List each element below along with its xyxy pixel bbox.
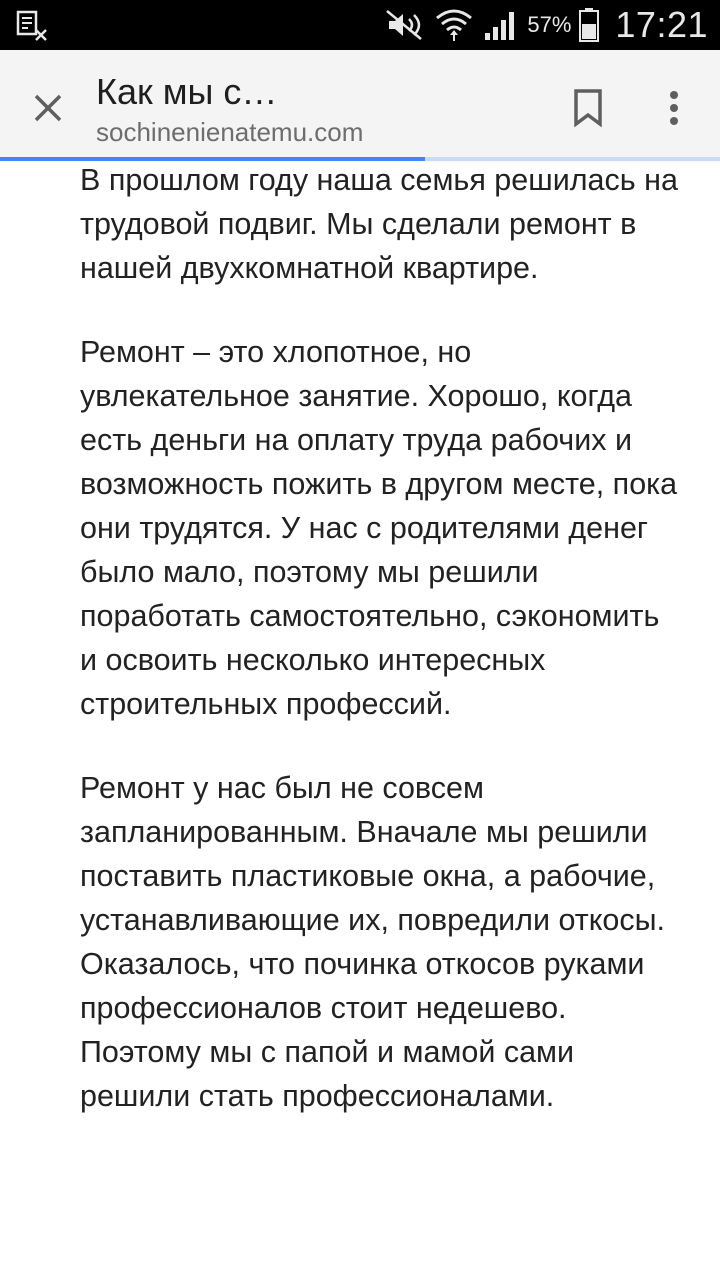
signal-icon <box>483 9 517 41</box>
article-paragraph: Ремонт – это хлопотное, но увлекательное занятие. Хорошо, когда есть деньги на оплату труда рабочих и возможность пожить в другом месте, пока они трудятся. У нас с родителями денег было мало, поэтому мы решили поработать самостоятельно, сэкономить и освоить несколько интересных строительных профессий. <box>80 335 678 721</box>
more-options-button[interactable] <box>646 78 702 138</box>
more-vert-icon <box>669 90 679 126</box>
close-icon <box>33 93 63 123</box>
page-title: Как мы с… <box>96 71 278 112</box>
bookmark-button[interactable] <box>560 78 616 138</box>
close-button[interactable] <box>18 78 78 138</box>
wifi-icon <box>435 8 473 42</box>
custom-tab-toolbar <box>0 50 720 160</box>
status-bar <box>0 0 720 50</box>
article-body <box>80 158 680 1158</box>
battery-icon <box>579 8 599 42</box>
battery-percent: 57% <box>527 12 572 37</box>
screenshot-notification-icon <box>16 10 50 42</box>
title-block <box>96 70 536 148</box>
clock: 17:21 <box>615 4 708 45</box>
mute-icon <box>385 9 425 41</box>
article-paragraph: В прошлом году наша семья решилась на трудовой подвиг. Мы сделали ремонт в нашей двухкомнатной квартире. <box>80 163 678 285</box>
bookmark-icon <box>573 89 603 127</box>
page-url: sochinenienatemu.com <box>96 117 364 147</box>
article-paragraph: Ремонт у нас был не совсем запланированным. Вначале мы решили поставить пластиковые окна, а рабочие, устанавливающие их, повредили откосы. Оказалось, что починка откосов руками профессионалов стоит недешево. Поэтому мы с папой и мамой сами решили стать профессионалами. <box>80 771 666 1113</box>
status-icons <box>385 0 708 50</box>
